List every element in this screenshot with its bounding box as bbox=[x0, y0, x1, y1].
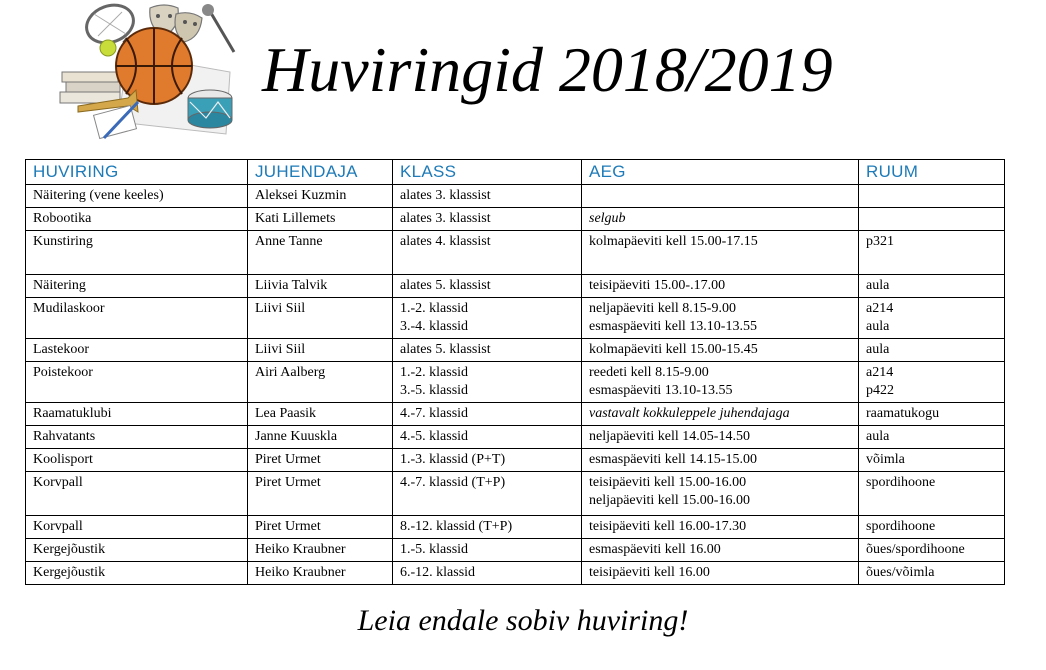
cell-time-text: esmaspäeviti kell 14.15-15.00 bbox=[589, 452, 757, 467]
cell-time bbox=[582, 562, 859, 585]
cell-grade-text: 8.-12. klassid (T+P) bbox=[400, 519, 513, 534]
cell-teacher bbox=[248, 298, 393, 339]
cell-room bbox=[859, 403, 1005, 426]
cell-teacher bbox=[248, 362, 393, 403]
cell-room-text-2: p422 bbox=[866, 383, 894, 398]
cell-time bbox=[582, 208, 859, 231]
cell-ring-text: Näitering bbox=[33, 278, 86, 293]
table-row bbox=[26, 275, 1005, 298]
cell-teacher-text: Liivi Siil bbox=[255, 342, 306, 357]
table-row bbox=[26, 231, 1005, 275]
cell-ring bbox=[26, 275, 248, 298]
cell-grade-text: 1.-2. klassid bbox=[400, 365, 469, 380]
cell-room-text: raamatukogu bbox=[866, 406, 940, 421]
basketball-icon bbox=[116, 28, 192, 104]
page-title: Huviringid 2018/2019 bbox=[262, 34, 833, 105]
table-row bbox=[26, 362, 1005, 403]
cell-grade-text-2: 3.-4. klassid bbox=[400, 319, 469, 334]
table-row bbox=[26, 208, 1005, 231]
cell-room bbox=[859, 562, 1005, 585]
cell-room-text: spordihoone bbox=[866, 519, 936, 534]
header-teacher: JUHENDAJA bbox=[248, 160, 393, 185]
cell-room bbox=[859, 426, 1005, 449]
cell-time bbox=[582, 516, 859, 539]
cell-time bbox=[582, 426, 859, 449]
cell-room bbox=[859, 339, 1005, 362]
cell-ring bbox=[26, 403, 248, 426]
cell-ring-text: Korvpall bbox=[33, 475, 83, 490]
cell-ring-text: Näitering (vene keeles) bbox=[33, 188, 164, 203]
cell-grade bbox=[393, 231, 582, 275]
cell-grade bbox=[393, 449, 582, 472]
cell-grade-text: 1.-3. klassid (P+T) bbox=[400, 452, 506, 467]
cell-time bbox=[582, 275, 859, 298]
table-row bbox=[26, 449, 1005, 472]
table-row bbox=[26, 298, 1005, 339]
cell-ring-text: Kergejõustik bbox=[33, 565, 106, 580]
cell-time bbox=[582, 362, 859, 403]
cell-teacher bbox=[248, 339, 393, 362]
cell-room-text: aula bbox=[866, 342, 890, 357]
cell-ring bbox=[26, 231, 248, 275]
cell-grade-text: 1.-5. klassid bbox=[400, 542, 469, 557]
cell-grade bbox=[393, 208, 582, 231]
cell-grade-text: 4.-7. klassid bbox=[400, 406, 469, 421]
cell-teacher bbox=[248, 539, 393, 562]
table-row bbox=[26, 516, 1005, 539]
cell-grade-text: alates 3. klassist bbox=[400, 188, 491, 203]
cell-grade-text-2: 3.-5. klassid bbox=[400, 383, 469, 398]
cell-time bbox=[582, 472, 859, 516]
cell-room bbox=[859, 275, 1005, 298]
cell-grade bbox=[393, 426, 582, 449]
cell-time bbox=[582, 449, 859, 472]
cell-room-text: õues/spordihoone bbox=[866, 542, 965, 557]
cell-ring bbox=[26, 298, 248, 339]
cell-ring-text: Kergejõustik bbox=[33, 542, 106, 557]
table-row bbox=[26, 539, 1005, 562]
books-icon bbox=[60, 72, 120, 103]
cell-time-text: teisipäeviti 15.00-.17.00 bbox=[589, 278, 726, 293]
cell-teacher bbox=[248, 275, 393, 298]
table-header-row bbox=[26, 160, 1005, 185]
cell-teacher bbox=[248, 208, 393, 231]
cell-ring bbox=[26, 339, 248, 362]
table-row bbox=[26, 472, 1005, 516]
table-row bbox=[26, 562, 1005, 585]
cell-teacher-text: Heiko Kraubner bbox=[255, 565, 346, 580]
cell-teacher bbox=[248, 231, 393, 275]
cell-grade bbox=[393, 185, 582, 208]
cell-time-text: esmaspäeviti kell 16.00 bbox=[589, 542, 721, 557]
table-body bbox=[26, 185, 1005, 585]
cell-time-text-2: esmaspäeviti kell 13.10-13.55 bbox=[589, 319, 757, 334]
cell-time-text: reedeti kell 8.15-9.00 bbox=[589, 365, 709, 380]
cell-room bbox=[859, 298, 1005, 339]
table-row bbox=[26, 403, 1005, 426]
cell-ring-text: Korvpall bbox=[33, 519, 83, 534]
cell-ring-text: Lastekoor bbox=[33, 342, 89, 357]
cell-ring bbox=[26, 472, 248, 516]
cell-time bbox=[582, 403, 859, 426]
cell-teacher bbox=[248, 516, 393, 539]
tennis-ball-icon bbox=[100, 40, 116, 56]
cell-grade-text: 4.-5. klassid bbox=[400, 429, 469, 444]
cell-room bbox=[859, 185, 1005, 208]
cell-grade bbox=[393, 562, 582, 585]
cell-room bbox=[859, 362, 1005, 403]
header-room: RUUM bbox=[859, 160, 1005, 185]
cell-time-text: kolmapäeviti kell 15.00-15.45 bbox=[589, 342, 758, 357]
cell-room-text: õues/võimla bbox=[866, 565, 935, 580]
cell-ring-text: Poistekoor bbox=[33, 365, 93, 380]
cell-ring bbox=[26, 449, 248, 472]
cell-grade bbox=[393, 539, 582, 562]
cell-time-text: neljapäeviti kell 8.15-9.00 bbox=[589, 301, 736, 316]
cell-grade-text: alates 5. klassist bbox=[400, 278, 491, 293]
cell-room bbox=[859, 208, 1005, 231]
cell-teacher bbox=[248, 403, 393, 426]
cell-teacher-text: Piret Urmet bbox=[255, 475, 321, 490]
cell-time bbox=[582, 231, 859, 275]
cell-grade bbox=[393, 362, 582, 403]
cell-ring bbox=[26, 539, 248, 562]
cell-time-text: teisipäeviti kell 15.00-16.00 bbox=[589, 475, 747, 490]
cell-ring-text: Rahvatants bbox=[33, 429, 96, 444]
header-grade: KLASS bbox=[393, 160, 582, 185]
cell-teacher bbox=[248, 562, 393, 585]
cell-grade-text: 1.-2. klassid bbox=[400, 301, 469, 316]
cell-ring-text: Robootika bbox=[33, 211, 92, 226]
footer-slogan: Leia endale sobiv huviring! bbox=[357, 604, 689, 637]
cell-time bbox=[582, 298, 859, 339]
cell-teacher bbox=[248, 449, 393, 472]
cell-time-text: vastavalt kokkuleppele juhendajaga bbox=[589, 406, 790, 421]
cell-ring bbox=[26, 426, 248, 449]
table-row bbox=[26, 185, 1005, 208]
table-row bbox=[26, 339, 1005, 362]
cell-time-text-2: esmaspäeviti 13.10-13.55 bbox=[589, 383, 733, 398]
cell-room-text: a214 bbox=[866, 365, 894, 380]
cell-teacher-text: Piret Urmet bbox=[255, 452, 321, 467]
cell-room-text: aula bbox=[866, 429, 890, 444]
cell-teacher-text: Kati Lillemets bbox=[255, 211, 336, 226]
cell-time-text: teisipäeviti kell 16.00-17.30 bbox=[589, 519, 747, 534]
cell-time-text-2: neljapäeviti kell 15.00-16.00 bbox=[589, 493, 750, 508]
hobbies-clipart bbox=[58, 2, 248, 144]
cell-time-text: kolmapäeviti kell 15.00-17.15 bbox=[589, 234, 758, 249]
cell-room-text: võimla bbox=[866, 452, 905, 467]
cell-time-text: teisipäeviti kell 16.00 bbox=[589, 565, 710, 580]
cell-teacher-text: Airi Aalberg bbox=[255, 365, 326, 380]
cell-ring-text: Mudilaskoor bbox=[33, 301, 105, 316]
cell-teacher-text: Liivi Siil bbox=[255, 301, 306, 316]
cell-ring bbox=[26, 185, 248, 208]
cell-room-text-2: aula bbox=[866, 319, 890, 334]
cell-room-text: aula bbox=[866, 278, 890, 293]
header-time: AEG bbox=[582, 160, 859, 185]
cell-grade-text: 6.-12. klassid bbox=[400, 565, 476, 580]
cell-teacher bbox=[248, 472, 393, 516]
cell-ring-text: Raamatuklubi bbox=[33, 406, 112, 421]
cell-teacher-text: Piret Urmet bbox=[255, 519, 321, 534]
cell-grade-text: alates 3. klassist bbox=[400, 211, 491, 226]
schedule-table bbox=[25, 159, 1005, 585]
cell-room-text: a214 bbox=[866, 301, 894, 316]
cell-room bbox=[859, 449, 1005, 472]
cell-grade bbox=[393, 275, 582, 298]
cell-teacher-text: Anne Tanne bbox=[255, 234, 323, 249]
cell-grade-text: 4.-7. klassid (T+P) bbox=[400, 475, 506, 490]
cell-ring bbox=[26, 362, 248, 403]
cell-room-text: p321 bbox=[866, 234, 894, 249]
cell-ring-text: Koolisport bbox=[33, 452, 93, 467]
cell-teacher-text: Lea Paasik bbox=[255, 406, 317, 421]
cell-time bbox=[582, 185, 859, 208]
drum-icon bbox=[188, 90, 232, 128]
cell-grade bbox=[393, 298, 582, 339]
cell-teacher-text: Aleksei Kuzmin bbox=[255, 188, 347, 203]
cell-room-text: spordihoone bbox=[866, 475, 936, 490]
cell-room bbox=[859, 539, 1005, 562]
cell-teacher bbox=[248, 185, 393, 208]
cell-room bbox=[859, 231, 1005, 275]
cell-ring bbox=[26, 562, 248, 585]
cell-room bbox=[859, 516, 1005, 539]
microphone-icon bbox=[202, 4, 234, 52]
cell-teacher-text: Heiko Kraubner bbox=[255, 542, 346, 557]
cell-grade bbox=[393, 516, 582, 539]
cell-room bbox=[859, 472, 1005, 516]
cell-time bbox=[582, 339, 859, 362]
cell-grade bbox=[393, 339, 582, 362]
cell-teacher-text: Janne Kuuskla bbox=[255, 429, 338, 444]
cell-ring-text: Kunstiring bbox=[33, 234, 93, 249]
cell-grade bbox=[393, 403, 582, 426]
cell-grade bbox=[393, 472, 582, 516]
header-ring: HUVIRING bbox=[26, 160, 248, 185]
cell-grade-text: alates 4. klassist bbox=[400, 234, 491, 249]
cell-ring bbox=[26, 208, 248, 231]
cell-time-text: neljapäeviti kell 14.05-14.50 bbox=[589, 429, 750, 444]
cell-time-text: selgub bbox=[589, 211, 626, 226]
cell-teacher-text: Liivia Talvik bbox=[255, 278, 328, 293]
cell-ring bbox=[26, 516, 248, 539]
cell-time bbox=[582, 539, 859, 562]
cell-teacher bbox=[248, 426, 393, 449]
table-row bbox=[26, 426, 1005, 449]
cell-grade-text: alates 5. klassist bbox=[400, 342, 491, 357]
